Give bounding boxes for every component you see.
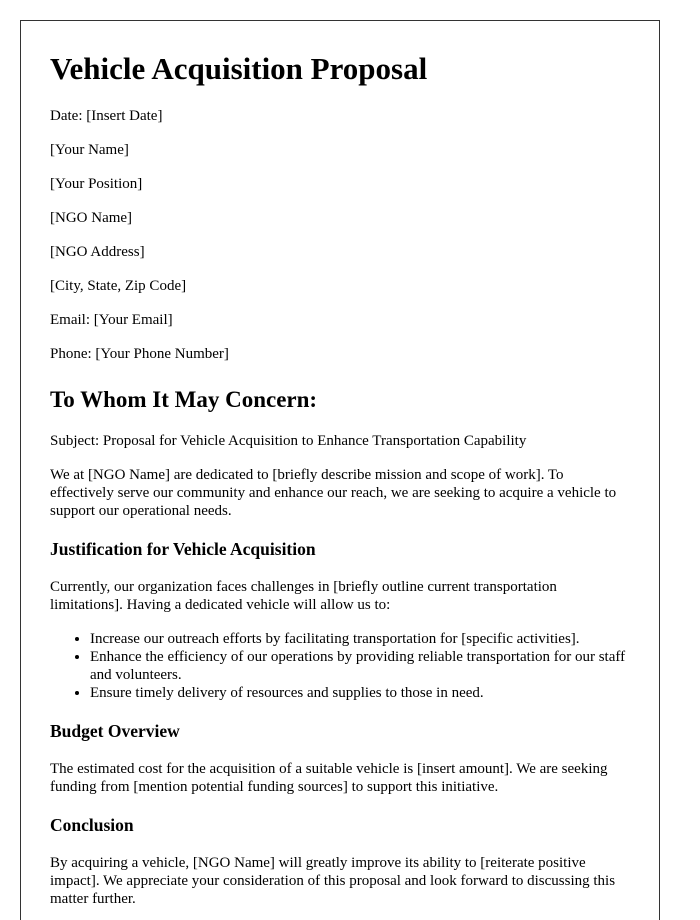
subject-line: Subject: Proposal for Vehicle Acquisition to Enhance Transportation Capability xyxy=(50,433,527,449)
intro-paragraph: We at [NGO Name] are dedicated to [briefly describe mission and scope of work]. To effectively serve our community and enhance our reach, we are seeking to acquire a vehicle to support our operational needs. xyxy=(50,467,617,519)
city-state-zip: [City, State, Zip Code] xyxy=(50,278,187,294)
justification-list xyxy=(50,630,630,702)
ngo-name: [NGO Name] xyxy=(50,210,133,226)
sender-position: [Your Position] xyxy=(50,176,143,192)
list-item: • Enhance the efficiency of our operations by providing reliable transportation for our staff and volunteers. xyxy=(90,648,630,684)
salutation: To Whom It May Concern: xyxy=(50,387,318,412)
budget-heading: Budget Overview xyxy=(50,721,180,741)
list-item: • Increase our outreach efforts by facilitating transportation for [specific activities]. xyxy=(90,630,630,648)
sender-name: [Your Name] xyxy=(50,142,129,158)
phone-line: Phone: [Your Phone Number] xyxy=(50,346,229,362)
document-title: Vehicle Acquisition Proposal xyxy=(50,51,428,86)
justification-heading: Justification for Vehicle Acquisition xyxy=(50,539,316,559)
conclusion-heading: Conclusion xyxy=(50,815,134,835)
ngo-address: [NGO Address] xyxy=(50,244,145,260)
conclusion-paragraph: By acquiring a vehicle, [NGO Name] will greatly improve its ability to [reiterate positive impact]. We appreciate your consideration of this proposal and look forward to discussing this matter further. xyxy=(50,855,616,907)
list-item: • Ensure timely delivery of resources and supplies to those in need. xyxy=(90,684,630,702)
budget-paragraph: The estimated cost for the acquisition of a suitable vehicle is [insert amount]. We are seeking funding from [mention potential funding sources] to support this initiative. xyxy=(50,761,608,795)
letter-page xyxy=(20,20,660,920)
date-line: Date: [Insert Date] xyxy=(50,108,163,124)
email-line: Email: [Your Email] xyxy=(50,312,173,328)
justification-paragraph: Currently, our organization faces challenges in [briefly outline current transportation limitations]. Having a dedicated vehicle will allow us to: xyxy=(50,579,557,613)
